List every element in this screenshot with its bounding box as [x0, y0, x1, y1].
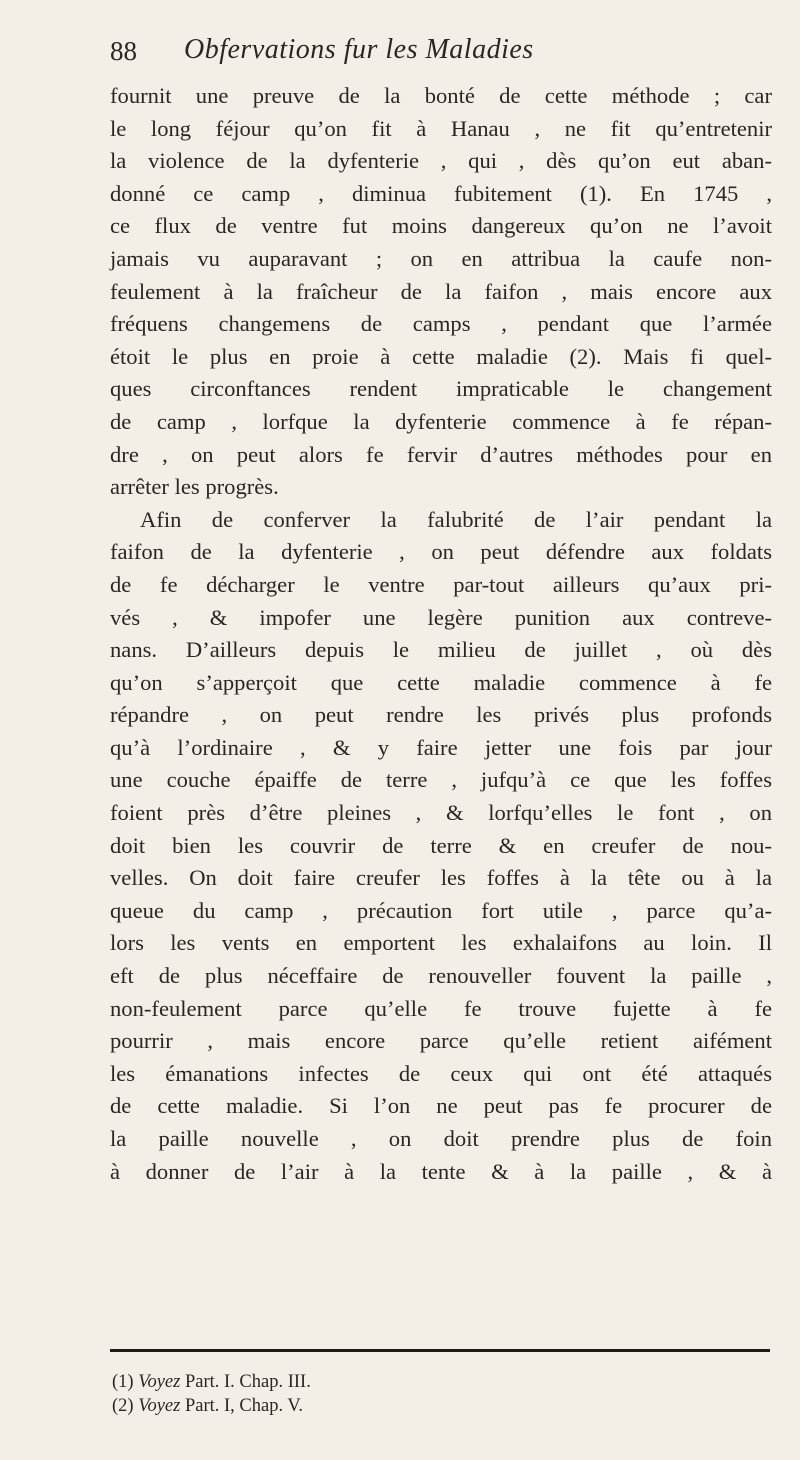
text-line: Afin de conferver la falubrité de l’air pendant la: [140, 506, 772, 532]
text-line: nans. D’ailleurs depuis le milieu de juillet , où dès: [110, 637, 772, 663]
text-line: lors les vents en emportent les exhalaifons au loin. Il: [110, 930, 772, 956]
text-line: répandre , on peut rendre les privés plus profonds: [110, 702, 772, 728]
footnotes: [112, 1370, 311, 1418]
text-line: de fe décharger le ventre par-tout ailleurs qu’aux pri-: [110, 571, 772, 597]
text-line: pourrir , mais encore parce qu’elle retient aifément: [110, 1028, 772, 1054]
text-line: de cette maladie. Si l’on ne peut pas fe procurer de: [110, 1093, 772, 1119]
footnote-1: [112, 1370, 311, 1394]
text-line: foient près d’être pleines , & lorfqu’elles le font , on: [110, 800, 772, 826]
text-line: feulement à la fraîcheur de la faifon , mais encore aux: [110, 278, 772, 304]
footnote-ref: Voyez: [138, 1372, 181, 1392]
page-header: [110, 36, 770, 76]
text-line: la violence de la dyfenterie , qui , dès qu’on eut aban-: [110, 148, 772, 174]
text-line: non-feulement parce qu’elle fe trouve fujette à fe: [110, 995, 772, 1021]
footnote-marker: (2): [112, 1396, 134, 1416]
text-line: queue du camp , précaution fort utile , parce qu’a-: [110, 897, 772, 923]
text-line: donné ce camp , diminua fubitement (1). En 1745 ,: [110, 180, 772, 206]
text-line: eft de plus néceffaire de renouveller fouvent la paille ,: [110, 963, 772, 989]
text-line: fréquens changemens de camps , pendant que l’armée: [110, 311, 772, 337]
text-line: la paille nouvelle , on doit prendre plus de foin: [110, 1126, 772, 1151]
text-line: étoit le plus en proie à cette maladie (2). Mais fi quel-: [110, 343, 772, 369]
text-line: jamais vu auparavant ; on en attribua la caufe non-: [110, 245, 772, 271]
text-line: de camp , lorfque la dyfenterie commence à fe répan-: [110, 408, 772, 434]
text-line: les émanations infectes de ceux qui ont été attaqués: [110, 1060, 772, 1086]
text-line: qu’on s’apperçoit que cette maladie commence à fe: [110, 669, 772, 695]
text-line: à donner de l’air à la tente & à la paille , & à: [110, 1158, 772, 1184]
text-line: faifon de la dyfenterie , on peut défendre aux foldats: [110, 539, 772, 565]
page-number: 88: [110, 36, 137, 66]
text-line: ques circonftances rendent impraticable le changement: [110, 376, 772, 402]
footnote-rule: [110, 1349, 770, 1352]
footnote-ref: Voyez: [138, 1396, 181, 1416]
text-line: le long féjour qu’on fit à Hanau , ne fit qu’entretenir: [110, 115, 772, 141]
text-line: arrêter les progrès.: [110, 474, 279, 500]
footnote-text: Part. I, Chap. V.: [184, 1396, 303, 1416]
text-line: qu’à l’ordinaire , & y faire jetter une fois par jour: [110, 734, 772, 760]
text-line: fournit une preuve de la bonté de cette méthode ; car: [110, 83, 772, 108]
body-text: [110, 80, 772, 1188]
text-line: dre , on peut alors fe fervir d’autres méthodes pour en: [110, 441, 772, 467]
footnote-text: Part. I. Chap. III.: [184, 1372, 311, 1392]
text-line: une couche épaiffe de terre , jufqu’à ce que les foffes: [110, 767, 772, 793]
text-line: doit bien les couvrir de terre & en creufer de nou-: [110, 832, 772, 858]
text-line: ce flux de ventre fut moins dangereux qu’on ne l’avoit: [110, 213, 772, 239]
footnote-2: [112, 1394, 311, 1418]
footnote-marker: (1): [112, 1372, 134, 1392]
text-line: vés , & impofer une legère punition aux contreve-: [110, 604, 772, 630]
text-line: velles. On doit faire creufer les foffes à la tête ou à la: [110, 865, 772, 891]
running-title: Obfervations fur les Maladies: [184, 34, 534, 65]
